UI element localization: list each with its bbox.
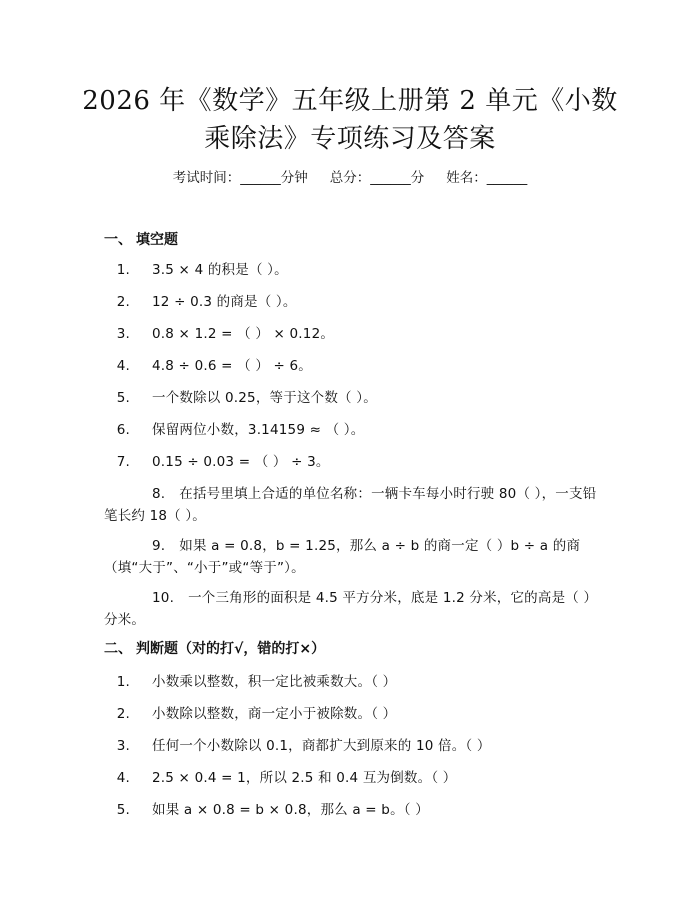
question-item <box>104 483 604 527</box>
question-item <box>104 387 604 409</box>
section-title: 填空题 <box>136 232 178 248</box>
question-text: 一个数除以 0.25，等于这个数（ ）。 <box>152 390 377 406</box>
question-item <box>104 323 604 345</box>
question-item <box>104 735 604 757</box>
question-number: 2. <box>116 294 130 310</box>
question-text: 0.15 ÷ 0.03 = （ ） ÷ 3。 <box>152 454 330 470</box>
question-text: 0.8 × 1.2 = （ ） × 0.12。 <box>152 326 335 342</box>
question-text: 保留两位小数，3.14159 ≈ （ ）。 <box>152 422 365 438</box>
document-title <box>0 82 700 158</box>
question-text: 3.5 × 4 的积是（ ）。 <box>152 262 288 278</box>
question-text: 2.5 × 0.4 = 1，所以 2.5 和 0.4 互为倒数。（ ） <box>152 770 457 786</box>
student-name-label: 姓名：______ <box>446 170 528 186</box>
question-number: 1. <box>116 262 130 278</box>
question-number: 2. <box>116 706 130 722</box>
question-item <box>104 535 604 579</box>
question-number: 4. <box>116 770 130 786</box>
question-item <box>104 587 604 631</box>
title-line-2: 乘除法》专项练习及答案 <box>204 124 496 154</box>
question-number: 10. <box>152 590 175 606</box>
question-item <box>104 703 604 725</box>
section-true-false-heading <box>104 639 325 659</box>
question-item <box>104 671 604 693</box>
question-number: 8. <box>152 486 166 502</box>
question-text: 4.8 ÷ 0.6 = （ ） ÷ 6。 <box>152 358 313 374</box>
question-number: 1. <box>116 674 130 690</box>
question-text: 如果 a × 0.8 = b × 0.8，那么 a = b。（ ） <box>152 802 429 818</box>
section-title: 判断题（对的打√，错的打×） <box>136 641 326 657</box>
question-number: 5. <box>116 390 130 406</box>
total-score-label: 总分：______分 <box>329 170 425 186</box>
question-number: 3. <box>116 326 130 342</box>
exam-meta <box>0 168 700 188</box>
title-line-1: 2026 年《数学》五年级上册第 2 单元《小数 <box>82 86 618 116</box>
question-item <box>104 767 604 789</box>
section-fill-blank-heading <box>104 230 178 250</box>
question-number: 7. <box>116 454 130 470</box>
question-item <box>104 355 604 377</box>
question-number: 9. <box>152 538 166 554</box>
question-item <box>104 451 604 473</box>
section-number: 一、 <box>104 232 132 248</box>
question-item <box>104 799 604 821</box>
question-text: 小数乘以整数，积一定比被乘数大。（ ） <box>152 674 397 690</box>
question-text: 小数除以整数，商一定小于被除数。（ ） <box>152 706 397 722</box>
question-number: 6. <box>116 422 130 438</box>
question-text: 任何一个小数除以 0.1，商都扩大到原来的 10 倍。（ ） <box>152 738 491 754</box>
question-item <box>104 259 604 281</box>
question-text: 12 ÷ 0.3 的商是（ ）。 <box>152 294 297 310</box>
question-number: 5. <box>116 802 130 818</box>
question-number: 4. <box>116 358 130 374</box>
question-text: 在括号里填上合适的单位名称：一辆卡车每小时行驶 80（ ），一支铅笔长约 18（ ）。 <box>104 486 597 524</box>
exam-time-label: 考试时间：______分钟 <box>172 170 308 186</box>
question-text: 一个三角形的面积是 4.5 平方分米，底是 1.2 分米，它的高是（ ）分米。 <box>104 590 598 628</box>
section-number: 二、 <box>104 641 132 657</box>
question-item <box>104 291 604 313</box>
question-item <box>104 419 604 441</box>
question-number: 3. <box>116 738 130 754</box>
question-text: 如果 a = 0.8，b = 1.25，那么 a ÷ b 的商一定（ ）b ÷ a 的商（填“大于”、“小于”或“等于”）。 <box>104 538 581 576</box>
